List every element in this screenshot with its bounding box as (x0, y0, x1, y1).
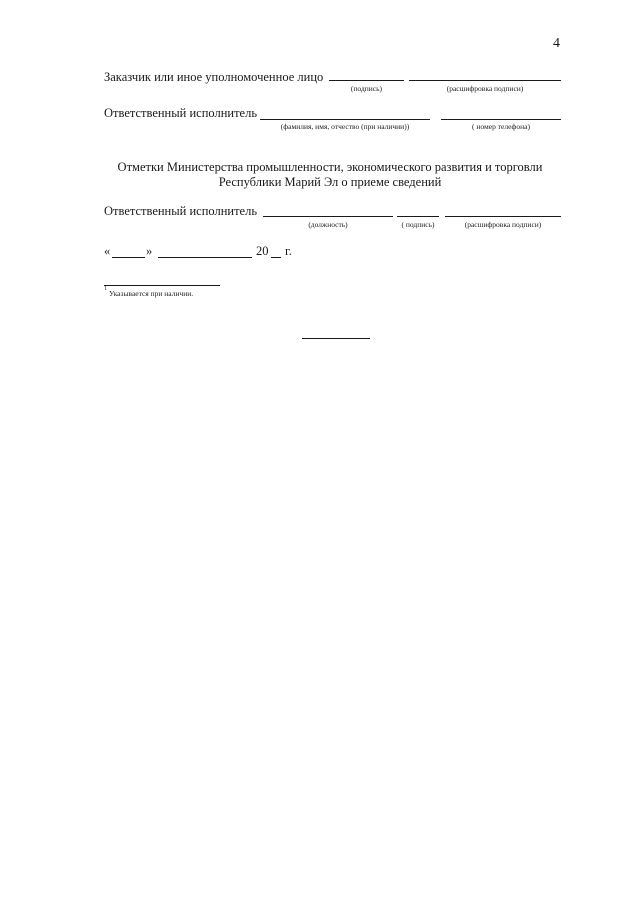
ministry-heading-line1: Отметки Министерства промышленности, экономического развития и торговли (117, 160, 543, 174)
date-year-prefix: 20 (256, 244, 269, 258)
date-open-quote: « (104, 244, 111, 258)
customer-signature-line (329, 80, 404, 81)
ministry-position-line (263, 216, 393, 217)
executor-phone-line (441, 119, 561, 120)
date-close-quote: » (146, 244, 153, 258)
ministry-executor-label: Ответственный исполнитель (104, 204, 258, 218)
page-number: 4 (553, 36, 560, 51)
customer-decode-line (409, 80, 561, 81)
customer-signature-hint: (подпись) (350, 84, 383, 93)
date-year-line (271, 257, 281, 258)
executor-fio-hint: (фамилия, имя, отчество (при наличии)) (280, 122, 410, 131)
ministry-position-hint: (должность) (308, 220, 348, 229)
ministry-signature-hint: ( подпись) (401, 220, 435, 229)
ministry-heading-line2: Республики Марий Эл о приеме сведений (218, 175, 442, 189)
date-month-line (158, 257, 252, 258)
ministry-decode-line (445, 216, 561, 217)
executor-label: Ответственный исполнитель (104, 106, 258, 120)
customer-decode-hint: (расшифровка подписи) (446, 84, 524, 93)
date-day-line (112, 257, 145, 258)
ministry-signature-line (397, 216, 439, 217)
footnote-text: Указывается при наличии. (109, 289, 194, 298)
executor-phone-hint: ( номер телефона) (472, 122, 530, 131)
ministry-decode-hint: (расшифровка подписи) (464, 220, 542, 229)
footnote-mark: 1 (104, 286, 107, 292)
footnote-separator (104, 285, 220, 286)
end-rule (302, 338, 370, 339)
date-year-suffix: г. (285, 244, 292, 258)
executor-fio-line (260, 119, 430, 120)
customer-label: Заказчик или иное уполномоченное лицо (104, 70, 324, 84)
